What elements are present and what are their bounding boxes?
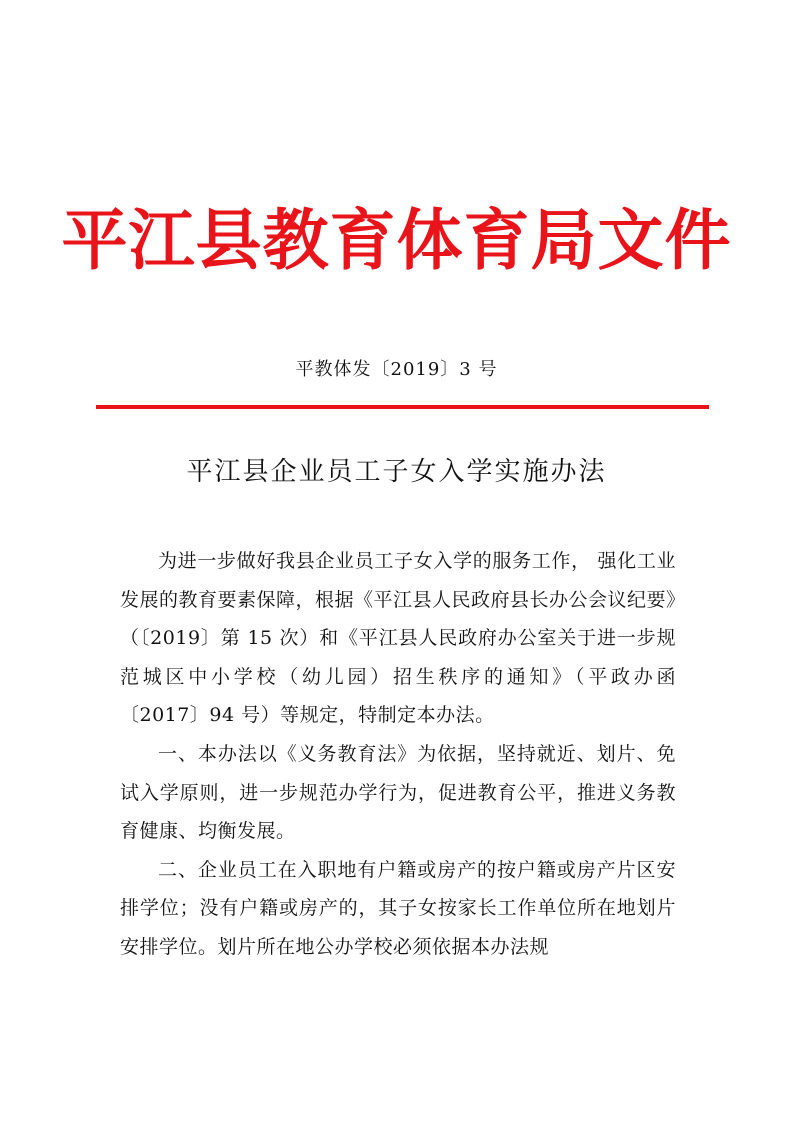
issuing-authority-header: 平江县教育体育局文件	[61, 202, 732, 279]
document-title: 平江县企业员工子女入学实施办法	[186, 457, 607, 487]
red-separator-line	[96, 405, 709, 409]
document-number: 平教体发〔2019〕3 号	[295, 359, 498, 380]
paragraph-article-1: 一、本办法以《义务教育法》为依据，坚持就近、划片、免试入学原则，进一步规范办学行为，促进教育公平，推进义务教育健康、均衡发展。	[120, 742, 676, 843]
paragraph-intro: 为进一步做好我县企业员工子女入学的服务工作， 强化工业发展的教育要素保障，根据《平江县人民政府县长办公会议纪要》（〔2019〕第 15 次）和《平江县人民政府办公室关于进一步规范城区中小学校（幼儿园）招生秩序的通知》（平政办函〔2017〕94 号）等规定，特制定本办法。	[120, 550, 677, 727]
document-body	[120, 542, 676, 967]
paragraph-article-2: 二、企业员工在入职地有户籍或房产的按户籍或房产片区安排学位；没有户籍或房产的，其子女按家长工作单位所在地划片安排学位。划片所在地公办学校必须依据本办法规	[120, 858, 676, 958]
